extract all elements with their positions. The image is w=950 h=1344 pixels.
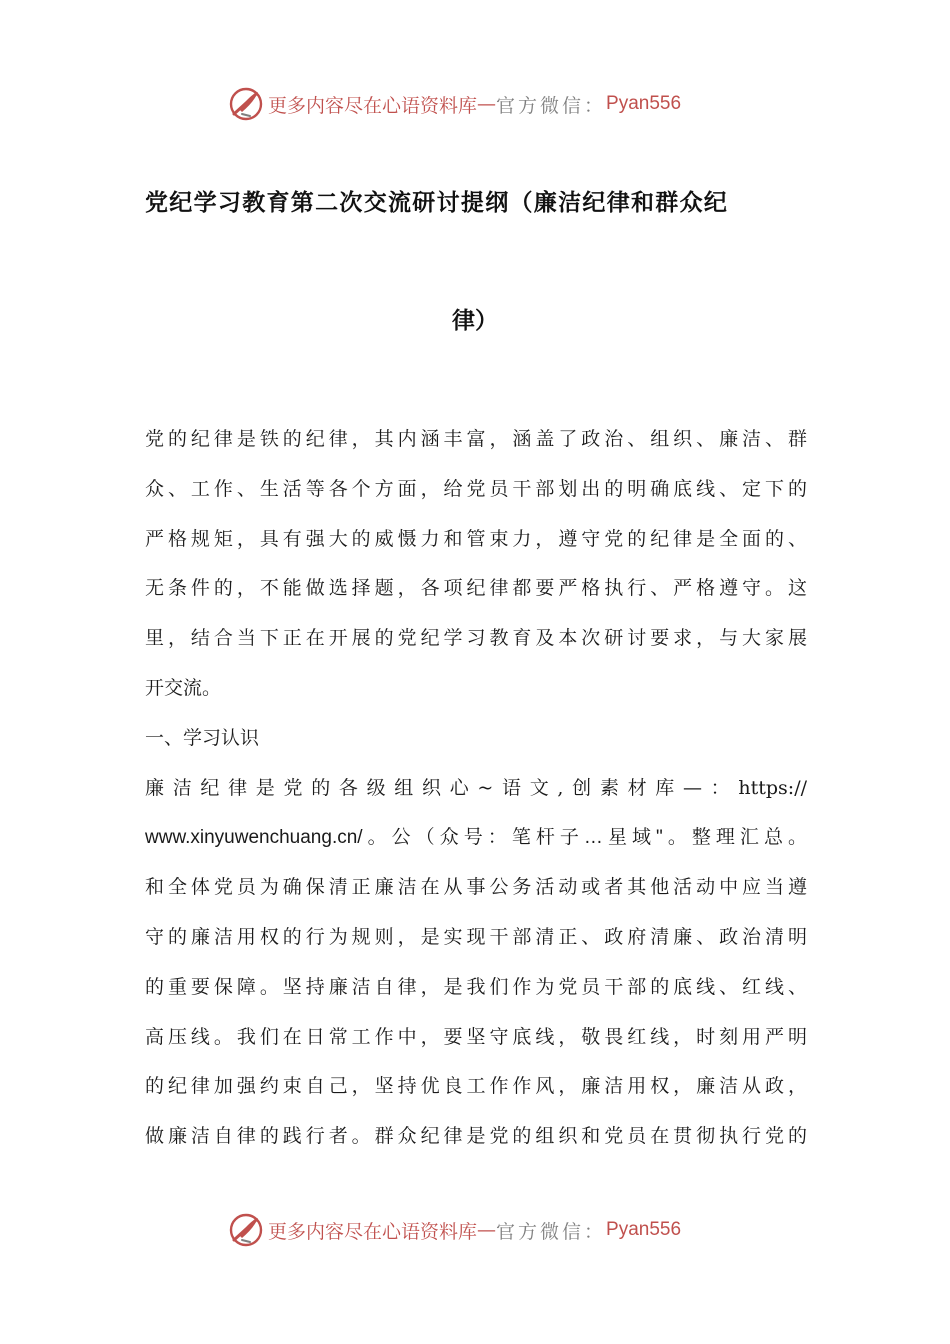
banner-site-name: 更多内容尽在心语资料库 [268, 94, 478, 117]
body-line: 的重要保障。坚持廉洁自律，是我们作为党员干部的底线、红线、 [145, 975, 807, 998]
body-line: 众、工作、生活等各个方面，给党员干部划出的明确底线、定下的 [145, 477, 807, 500]
body-line: 严格规矩，具有强大的威慑力和管束力，遵守党的纪律是全面的、 [145, 527, 807, 550]
body-line: 里，结合当下正在开展的党纪学习教育及本次研讨要求，与大家展 [145, 627, 807, 650]
banner-wechat-label: 官方微信： [496, 94, 607, 117]
document-title-line-2: 律） [452, 308, 498, 334]
body-line: 开交流。 [145, 676, 222, 699]
section-heading: 一、学习认识 [145, 726, 260, 749]
body-line: 无条件的，不能做选择题，各项纪律都要严格执行、严格遵守。这 [145, 577, 807, 600]
banner-wechat-id: Pyan556 [606, 1219, 682, 1240]
quill-pen-logo-icon [228, 1212, 264, 1248]
body-line: 和全体党员为确保清正廉洁在从事公务活动或者其他活动中应当遵 [145, 876, 807, 899]
document-title-line-1: 党纪学习教育第二次交流研讨提纲（廉洁纪律和群众纪 [145, 190, 729, 216]
banner-wechat-id: Pyan556 [606, 93, 682, 114]
banner-site-name: 更多内容尽在心语资料库 [268, 1220, 478, 1243]
body-line-url: www.xinyuwenchuang.cn/。公（众号：笔杆子…星域"。整理汇总。 [145, 827, 807, 849]
header-banner [228, 84, 748, 124]
body-line: 做廉洁自律的践行者。群众纪律是党的组织和党员在贯彻执行党的 [145, 1125, 807, 1148]
body-line: 的纪律加强约束自己，坚持优良工作作风，廉洁用权，廉洁从政， [145, 1075, 807, 1098]
banner-dash: — [477, 1219, 497, 1241]
body-line: 廉洁纪律是党的各级组织心~语文,创素材库—：https:// [145, 776, 807, 799]
body-line: 党的纪律是铁的纪律，其内涵丰富，涵盖了政治、组织、廉洁、群 [145, 428, 807, 450]
body-line: 守的廉洁用权的行为规则，是实现干部清正、政府清廉、政治清明 [145, 925, 807, 948]
footer-banner [228, 1210, 748, 1250]
banner-wechat-label: 官方微信： [496, 1220, 607, 1243]
quill-pen-logo-icon [228, 86, 264, 122]
banner-dash: — [477, 93, 497, 115]
body-line: 高压线。我们在日常工作中，要坚守底线，敬畏红线，时刻用严明 [145, 1025, 807, 1048]
document-body [145, 415, 807, 1162]
